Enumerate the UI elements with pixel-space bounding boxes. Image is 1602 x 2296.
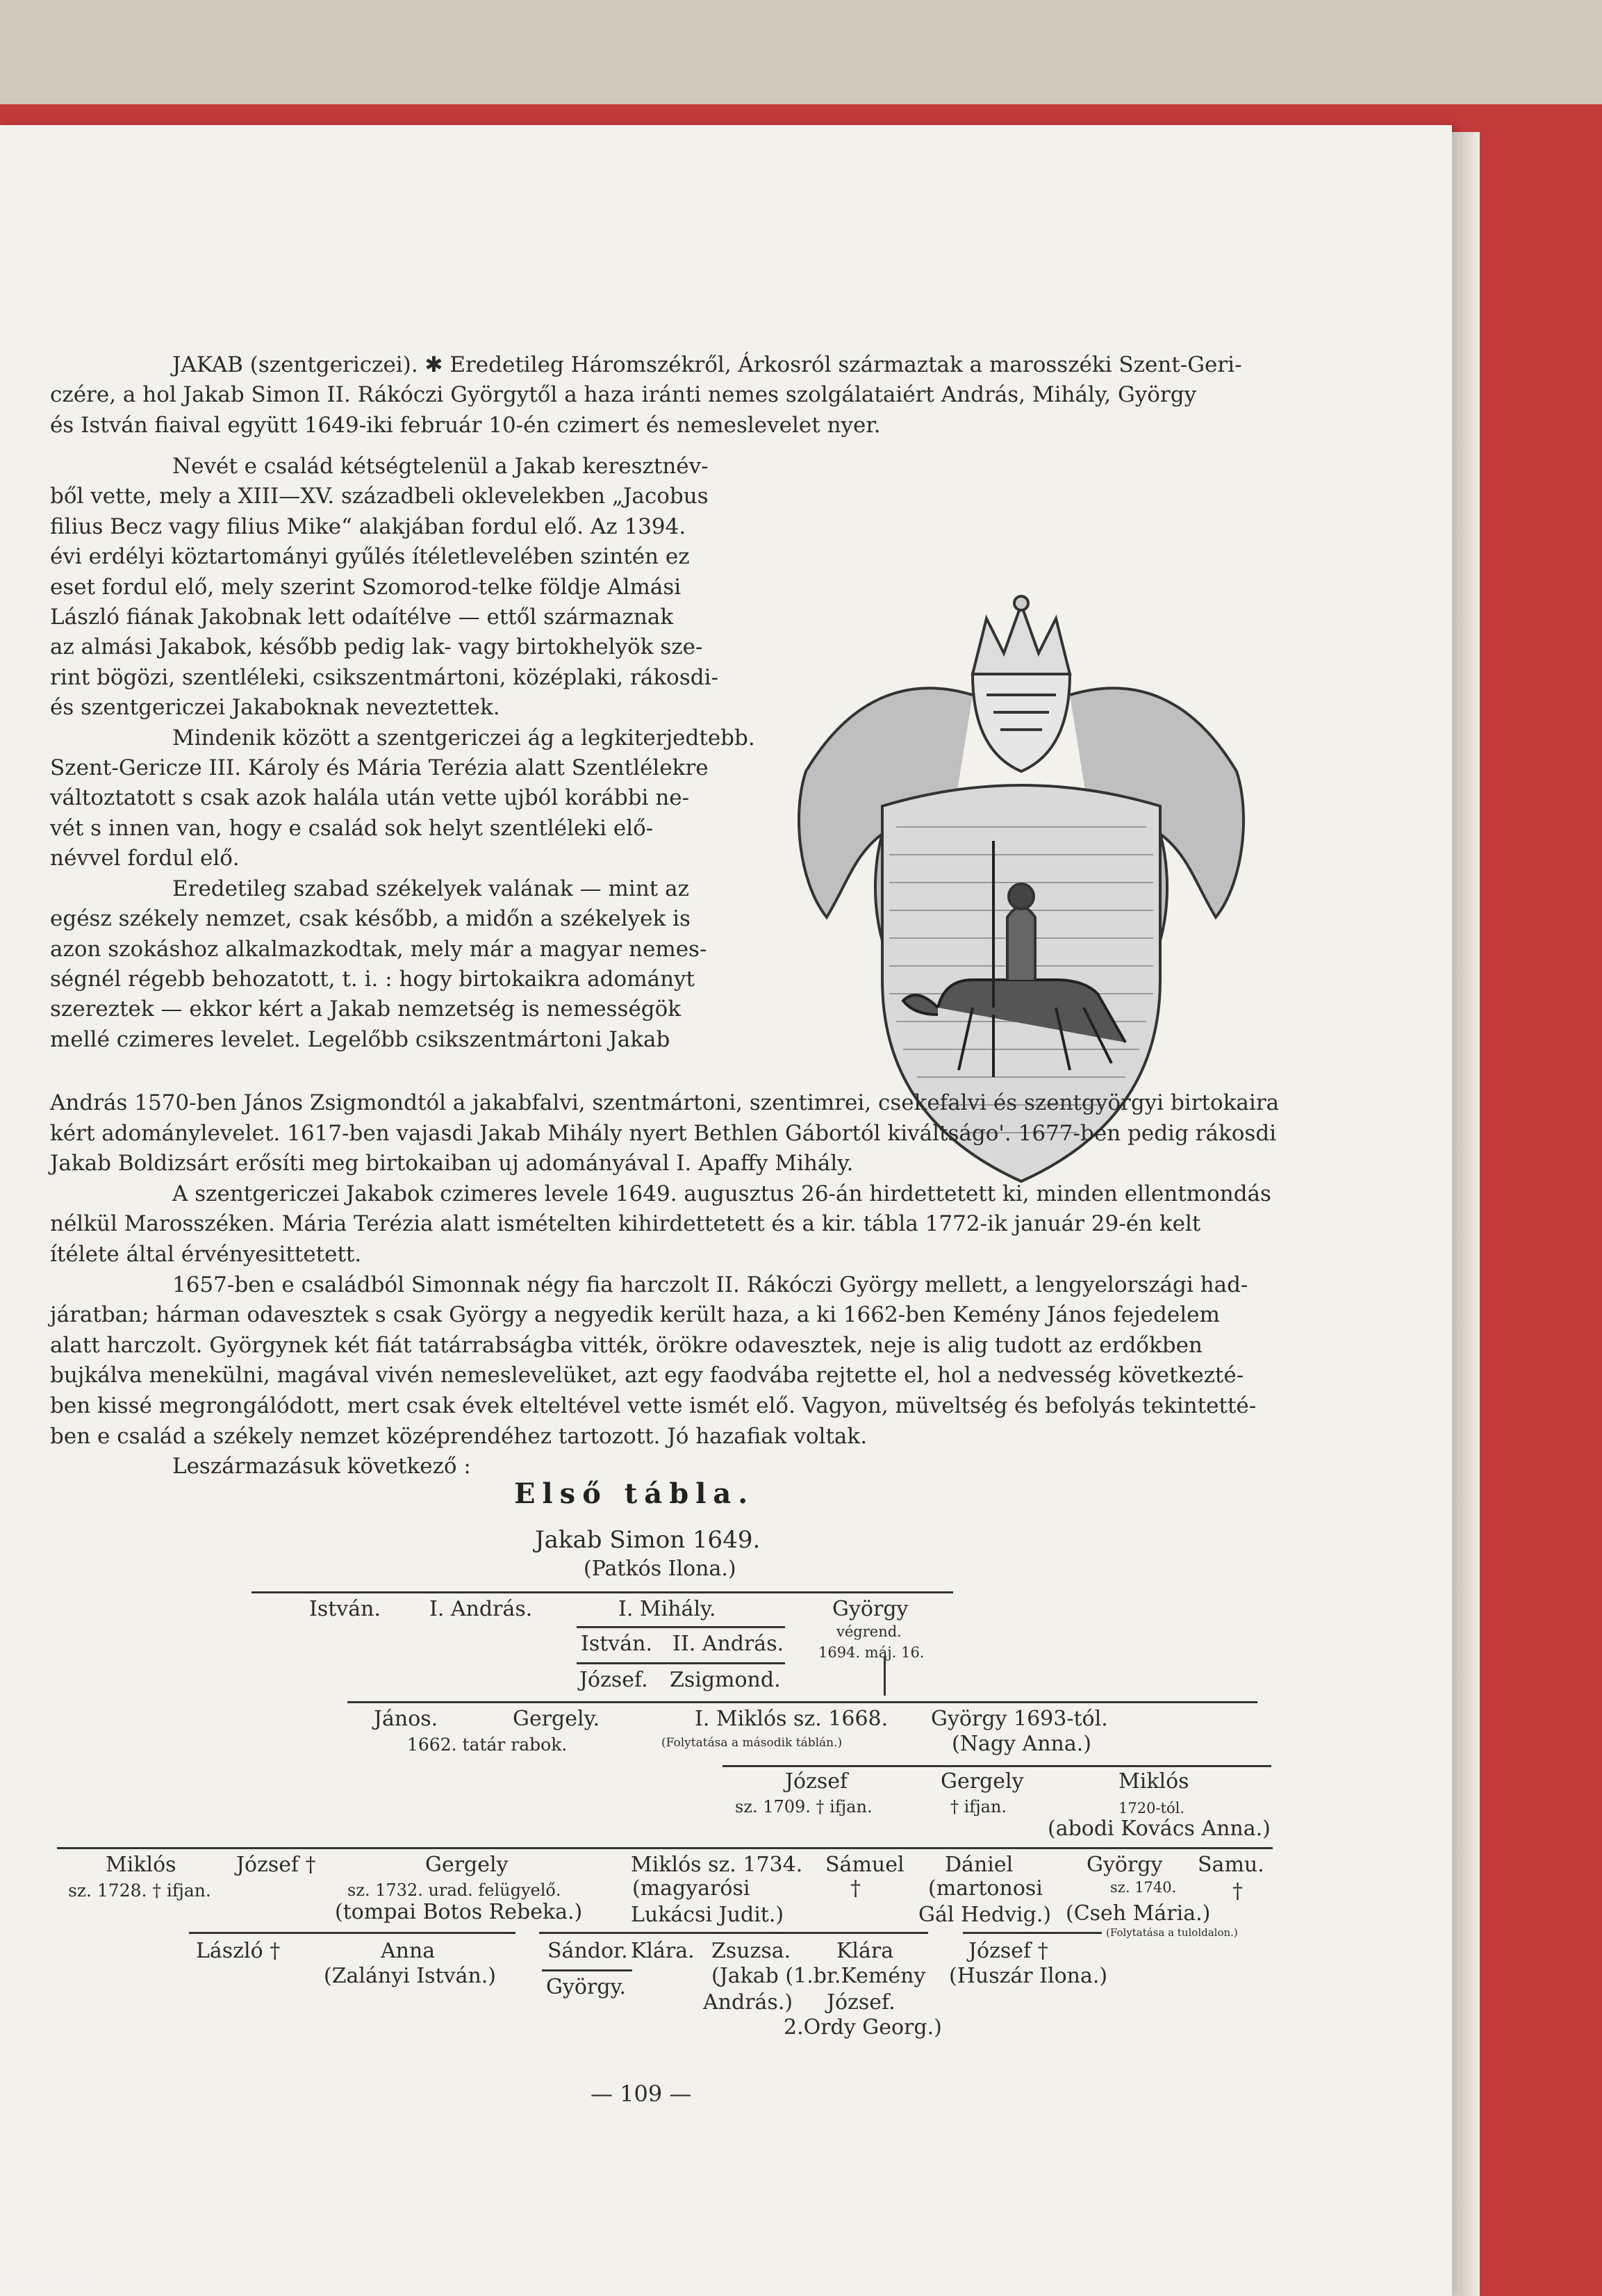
page-number: — 109 — [591,2081,692,2107]
tree-note: (magyarósi [632,1876,750,1901]
tree-line [57,1847,1273,1849]
tree-person: József [785,1769,848,1794]
tree-person: Sándor. [547,1939,628,1963]
intro-paragraph [50,350,1273,441]
tree-note: sz. 1709. † ifjan. [735,1797,873,1817]
tree-note: (Folytatása a második táblán.) [661,1736,843,1750]
tree-person: Gergely. [513,1707,600,1731]
tree-person: I. András. [429,1597,533,1621]
tree-person: Zsigmond. [670,1668,781,1692]
tree-root-spouse: (Patkós Ilona.) [584,1557,736,1581]
tree-line [963,1932,1102,1934]
tree-line [722,1765,1271,1767]
tree-line [251,1591,953,1593]
text-line: ben e család a székely nemzet középrendéhez tartozott. Jó hazafiak voltak. [50,1423,868,1449]
text-line: Szent-Gericze III. Károly és Mária Terézia alatt Szentlélekre [50,755,709,781]
text-line: nélkül Marosszéken. Mária Terézia alatt ismételten kihirdettetett és a kir. tábla 1772-ik január 29-én kelt [50,1211,1201,1237]
tree-line [189,1932,515,1934]
tree-person: I. Mihály. [618,1597,716,1621]
text-line: 1657-ben e családból Simonnak négy fia harczolt II. Rákóczi György mellett, a lengyelországi had- [172,1272,1248,1297]
text-line: az almási Jakabok, később pedig lak- vagy birtokhelyök sze- [50,634,703,660]
tree-person: József † [968,1939,1048,1963]
tree-person: Gergely [425,1853,509,1877]
text-line: és szentgericzei Jakaboknak neveztettek. [50,695,500,721]
tree-note: † [1232,1879,1243,1903]
tree-person: György. [546,1975,627,1999]
tree-person: Dániel [945,1853,1014,1877]
text-line: ben kissé megrongálódott, mert csak évek elteltével vette ismét elő. Vagyon, müveltség és befolyás tekintetté- [50,1393,1257,1418]
tree-note: † ifjan. [950,1797,1007,1817]
tree-note: (abodi Kovács Anna.) [1048,1817,1271,1841]
tree-note: József. [827,1990,895,2015]
tree-person: József † [236,1853,316,1877]
text-line: ségnél régebb behozatott, t. i. : hogy birtokaikra adományt [50,966,695,992]
tree-note: (Zalányi István.) [324,1964,497,1988]
tree-person: I. Miklós sz. 1668. [695,1707,889,1731]
tree-person: Klára. [631,1939,695,1963]
tree-note: végrend. [836,1623,902,1640]
text-line: változtatott s csak azok halála után vette ujból korábbi ne- [50,785,690,811]
tree-person: István. [309,1597,381,1621]
text-line: járatban; hárman odavesztek s csak György a negyedik került haza, a ki 1662-ben Kemény János fejedelem [50,1302,1220,1328]
text-line: szereztek — ekkor kért a Jakab nemzetség is nemességök [50,997,682,1022]
body-text [50,1088,1280,1482]
tree-line [577,1662,785,1664]
tree-person: Sámuel [825,1853,905,1877]
tree-line [539,1932,928,1934]
text-line: alatt harczolt. Györgynek két fiát tatárrabságba vitték, örökre odavesztek, neje is alig tudott az erdőkben [50,1332,1203,1358]
tree-line [577,1626,785,1628]
tree-person: István. [581,1632,652,1656]
tree-note: (Nagy Anna.) [952,1732,1091,1756]
text-line: eset fordul elő, mely szerint Szomorod-telke földje Almási [50,574,682,600]
text-line: Leszármazásuk következő : [172,1454,471,1479]
left-column-text [50,452,755,1055]
text-line: névvel fordul elő. [50,846,240,871]
tree-note: András.) [703,1990,793,2015]
text-line: ítélete által érvényesittetett. [50,1241,362,1267]
tree-note: sz. 1740. [1110,1879,1177,1896]
tree-person: János. [374,1707,438,1731]
text-line: bujkálva menekülni, magával vivén nemeslevelüket, azt egy faodvába rejtette el, hol a nedvesség következté- [50,1363,1244,1388]
text-line: András 1570-ben János Zsigmondtól a jakabfalvi, szentmártoni, szentimrei, csekefalvi és szentgyörgyi birtokaira [50,1090,1280,1115]
tree-person: György 1693-tól. [931,1707,1108,1731]
tree-person: Samu. [1198,1853,1264,1877]
tree-person: József. [579,1668,648,1692]
watermark: Antikvarium.hu [7,2272,92,2286]
tree-note: (Jakab (1.br.Kemény [711,1964,926,1988]
tree-person: Anna [381,1939,436,1963]
text-line: Nevét e család kétségtelenül a Jakab keresztnév- [172,454,709,479]
tree-line [347,1701,1257,1703]
text-line: rint bögözi, szentléleki, csikszentmártoni, középlaki, rákosdi- [50,664,718,690]
text-line: évi erdélyi köztartományi gyűlés ítéletlevelében szintén ez [50,544,690,570]
text-line: egész székely nemzet, csak később, a midőn a székelyek is [50,906,691,932]
tree-note: 1720-tól. [1118,1800,1185,1817]
tree-person: Zsuzsa. [711,1939,791,1963]
tree-person: Klára [836,1939,894,1963]
text-line: ből vette, mely a XIII—XV. századbeli oklevelekben „Jacobus [50,484,709,509]
tree-person: László † [196,1939,281,1963]
tree-person: György [1087,1853,1163,1877]
tree-note: 1662. tatár rabok. [407,1735,568,1755]
tree-line [542,1969,632,1971]
tree-note: Gál Hedvig.) [918,1903,1052,1927]
tree-person: Miklós [106,1853,176,1877]
tree-person: Miklós [1118,1769,1189,1794]
tree-note: sz. 1732. urad. felügyelő. [347,1880,561,1900]
text-line: A szentgericzei Jakabok czimeres levele 1649. augusztus 26-án hirdettetett ki, minden ellentmondás [172,1181,1271,1206]
text-line: mellé czimeres levelet. Legelőbb csikszentmártoni Jakab [50,1026,670,1052]
text-line: JAKAB (szentgericzei). ✱ Eredetileg Háromszékről, Árkosról származtak a marosszéki Szent-Geri- [172,352,1242,377]
text-line: kért adománylevelet. 1617-ben vajasdi Jakab Mihály nyert Bethlen Gábortól kiváltságo'. 1677-ben pedig rákosdi [50,1120,1277,1146]
page-stack-edge [1449,132,1480,2296]
tree-note: † [850,1876,861,1901]
text-line: czére, a hol Jakab Simon II. Rákóczi Györgytől a haza iránti nemes szolgálataiért András, Mihály, György [50,382,1197,408]
text-line: filius Becz vagy filius Mike“ alakjában fordul elő. Az 1394. [50,514,686,539]
tree-root: Jakab Simon 1649. [535,1526,761,1554]
tree-note: (Folytatása a tuloldalon.) [1106,1926,1238,1939]
text-line: Mindenik között a szentgericzei ág a legkiterjedtebb. [172,725,755,751]
text-line: azon szokáshoz alkalmazkodtak, mely már a magyar nemes- [50,936,707,962]
table-heading: Első tábla. [514,1477,755,1510]
tree-note: (martonosi [928,1876,1043,1901]
tree-note: 1694. máj. 16. [818,1644,925,1661]
tree-note: (Huszár Ilona.) [949,1964,1108,1988]
tree-note: 2.Ordy Georg.) [784,2015,942,2040]
tree-note: (tompai Botos Rebeka.) [335,1900,583,1924]
text-line: és István fiaival együtt 1649-iki február 10-én czimert és nemeslevelet nyer. [50,412,881,438]
tree-line [884,1657,886,1696]
tree-person: Miklós sz. 1734. [631,1853,803,1877]
text-line: Jakab Boldizsárt erősíti meg birtokaiban uj adományával I. Apaffy Mihály. [50,1151,854,1176]
text-line: László fiának Jakobnak lett odaítélve — ettől származnak [50,605,674,630]
tree-person: György [832,1597,909,1621]
tree-note: (Cseh Mária.) [1066,1901,1211,1926]
tree-note: sz. 1728. † ifjan. [68,1880,211,1901]
text-line: Eredetileg szabad székelyek valának — mint az [172,876,689,901]
tree-person: Gergely [941,1769,1024,1794]
text-line: vét s innen van, hogy e család sok helyt szentléleki elő- [50,815,654,841]
tree-person: II. András. [672,1632,784,1656]
tree-note: Lukácsi Judit.) [631,1903,784,1927]
